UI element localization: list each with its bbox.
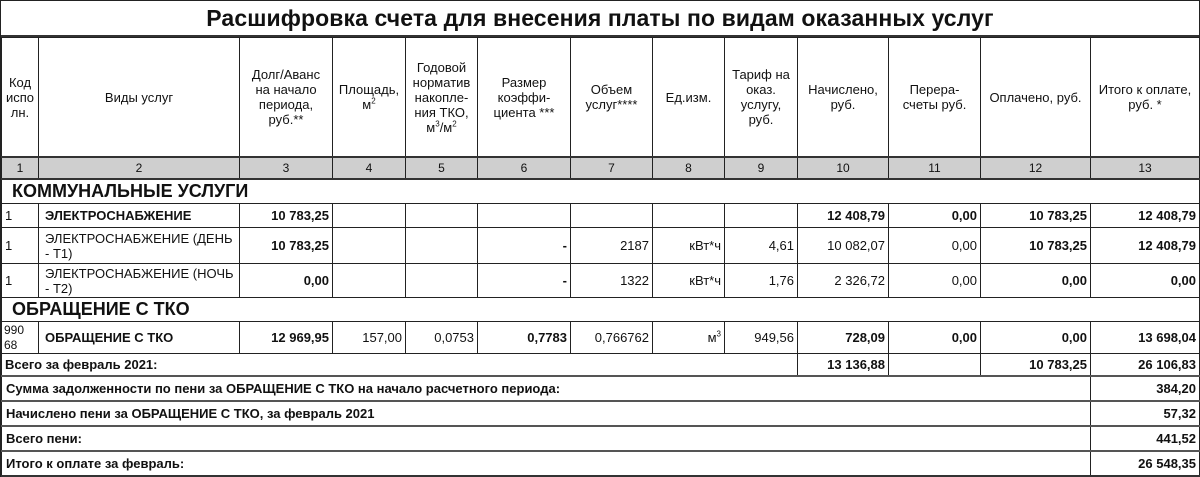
cell-total: 12 408,79 (1091, 228, 1200, 264)
page-title: Расшифровка счета для внесения платы по видам оказанных услуг (1, 1, 1199, 37)
cell-unit: кВт*ч (653, 228, 725, 264)
cell-debt: 0,00 (240, 264, 333, 298)
cell-tariff (725, 204, 798, 228)
cell-recalc: 0,00 (889, 228, 981, 264)
col-header-total: Итого к оплате, руб. * (1091, 38, 1200, 158)
col-header-code: Код испо лн. (2, 38, 39, 158)
cell-debt: 12 969,95 (240, 322, 333, 354)
penalty-label: Всего пени: (2, 426, 1091, 451)
cell-volume (571, 204, 653, 228)
month-total-label: Всего за февраль 2021: (2, 354, 798, 377)
col-number: 10 (798, 157, 889, 179)
penalty-row (2, 426, 1200, 451)
month-total-paid: 10 783,25 (981, 354, 1091, 377)
cell-area (333, 228, 406, 264)
cell-coef (478, 204, 571, 228)
month-total-row (2, 354, 1200, 377)
cell-total: 0,00 (1091, 264, 1200, 298)
cell-tariff: 4,61 (725, 228, 798, 264)
cell-paid: 0,00 (981, 322, 1091, 354)
col-header-tariff: Тариф на оказ. услугу, руб. (725, 38, 798, 158)
col-number: 12 (981, 157, 1091, 179)
month-total-total: 26 106,83 (1091, 354, 1200, 377)
cell-service: ЭЛЕКТРОСНАБЖЕНИЕ (39, 204, 240, 228)
cell-charged: 10 082,07 (798, 228, 889, 264)
col-header-volume: Объем услуг**** (571, 38, 653, 158)
cell-unit: кВт*ч (653, 264, 725, 298)
col-number: 11 (889, 157, 981, 179)
cell-recalc: 0,00 (889, 264, 981, 298)
col-header-paid: Оплачено, руб. (981, 38, 1091, 158)
penalty-row (2, 401, 1200, 426)
col-number: 13 (1091, 157, 1200, 179)
cell-code: 990 68 (2, 322, 39, 354)
cell-norm (406, 264, 478, 298)
col-header-service: Виды услуг (39, 38, 240, 158)
cell-unit (653, 204, 725, 228)
cell-volume: 0,766762 (571, 322, 653, 354)
cell-code: 1 (2, 228, 39, 264)
cell-area: 157,00 (333, 322, 406, 354)
col-number: 8 (653, 157, 725, 179)
col-header-recalc: Перера- счеты руб. (889, 38, 981, 158)
table-row (2, 228, 1200, 264)
month-total-charged: 13 136,88 (798, 354, 889, 377)
penalty-value: 57,32 (1091, 401, 1200, 426)
penalty-label: Сумма задолженности по пени за ОБРАЩЕНИЕ С ТКО на начало расчетного периода: (2, 376, 1091, 401)
cell-debt: 10 783,25 (240, 204, 333, 228)
cell-charged: 728,09 (798, 322, 889, 354)
penalty-label: Начислено пени за ОБРАЩЕНИЕ С ТКО, за февраль 2021 (2, 401, 1091, 426)
cell-service: ЭЛЕКТРОСНАБЖЕНИЕ (ДЕНЬ - Т1) (39, 228, 240, 264)
col-number: 2 (39, 157, 240, 179)
cell-recalc: 0,00 (889, 322, 981, 354)
cell-total: 12 408,79 (1091, 204, 1200, 228)
col-number: 4 (333, 157, 406, 179)
cell-tariff: 949,56 (725, 322, 798, 354)
cell-coef: - (478, 264, 571, 298)
section-header-utilities: КОММУНАЛЬНЫЕ УСЛУГИ (2, 179, 1200, 204)
cell-service: ЭЛЕКТРОСНАБЖЕНИЕ (НОЧЬ - Т2) (39, 264, 240, 298)
column-number-row (2, 157, 1200, 179)
col-number: 5 (406, 157, 478, 179)
penalty-row (2, 376, 1200, 401)
cell-paid: 10 783,25 (981, 204, 1091, 228)
col-header-norm: Годовой норматив накопле- ния ТКО, $м^3/м^2$ (406, 38, 478, 158)
cell-total: 13 698,04 (1091, 322, 1200, 354)
table-row (2, 322, 1200, 354)
cell-norm: 0,0753 (406, 322, 478, 354)
grand-total-row (2, 451, 1200, 476)
penalty-value: 384,20 (1091, 376, 1200, 401)
grand-total-label: Итого к оплате за февраль: (2, 451, 1091, 476)
col-number: 1 (2, 157, 39, 179)
col-number: 6 (478, 157, 571, 179)
month-total-recalc (889, 354, 981, 377)
col-number: 9 (725, 157, 798, 179)
cell-volume: 2187 (571, 228, 653, 264)
table-row (2, 264, 1200, 298)
cell-volume: 1322 (571, 264, 653, 298)
cell-coef: - (478, 228, 571, 264)
cell-charged: 12 408,79 (798, 204, 889, 228)
table-row (2, 204, 1200, 228)
cell-code: 1 (2, 204, 39, 228)
col-header-debt: Долг/Аванс на начало периода, руб.** (240, 38, 333, 158)
cell-norm (406, 228, 478, 264)
col-number: 7 (571, 157, 653, 179)
cell-area (333, 204, 406, 228)
services-table (1, 37, 1200, 477)
cell-unit: $м^3$ (653, 322, 725, 354)
cell-recalc: 0,00 (889, 204, 981, 228)
cell-debt: 10 783,25 (240, 228, 333, 264)
cell-code: 1 (2, 264, 39, 298)
cell-area (333, 264, 406, 298)
cell-paid: 10 783,25 (981, 228, 1091, 264)
cell-tariff: 1,76 (725, 264, 798, 298)
header-row (2, 38, 1200, 158)
cell-charged: 2 326,72 (798, 264, 889, 298)
cell-service: ОБРАЩЕНИЕ С ТКО (39, 322, 240, 354)
cell-norm (406, 204, 478, 228)
col-header-coef: Размер коэффи- циента *** (478, 38, 571, 158)
cell-paid: 0,00 (981, 264, 1091, 298)
penalty-value: 441,52 (1091, 426, 1200, 451)
col-header-area: Площадь, $м^2$ (333, 38, 406, 158)
col-header-charged: Начислено, руб. (798, 38, 889, 158)
col-number: 3 (240, 157, 333, 179)
col-header-unit: Ед.изм. (653, 38, 725, 158)
grand-total-value: 26 548,35 (1091, 451, 1200, 476)
section-header-waste: ОБРАЩЕНИЕ С ТКО (2, 298, 1200, 322)
cell-coef: 0,7783 (478, 322, 571, 354)
